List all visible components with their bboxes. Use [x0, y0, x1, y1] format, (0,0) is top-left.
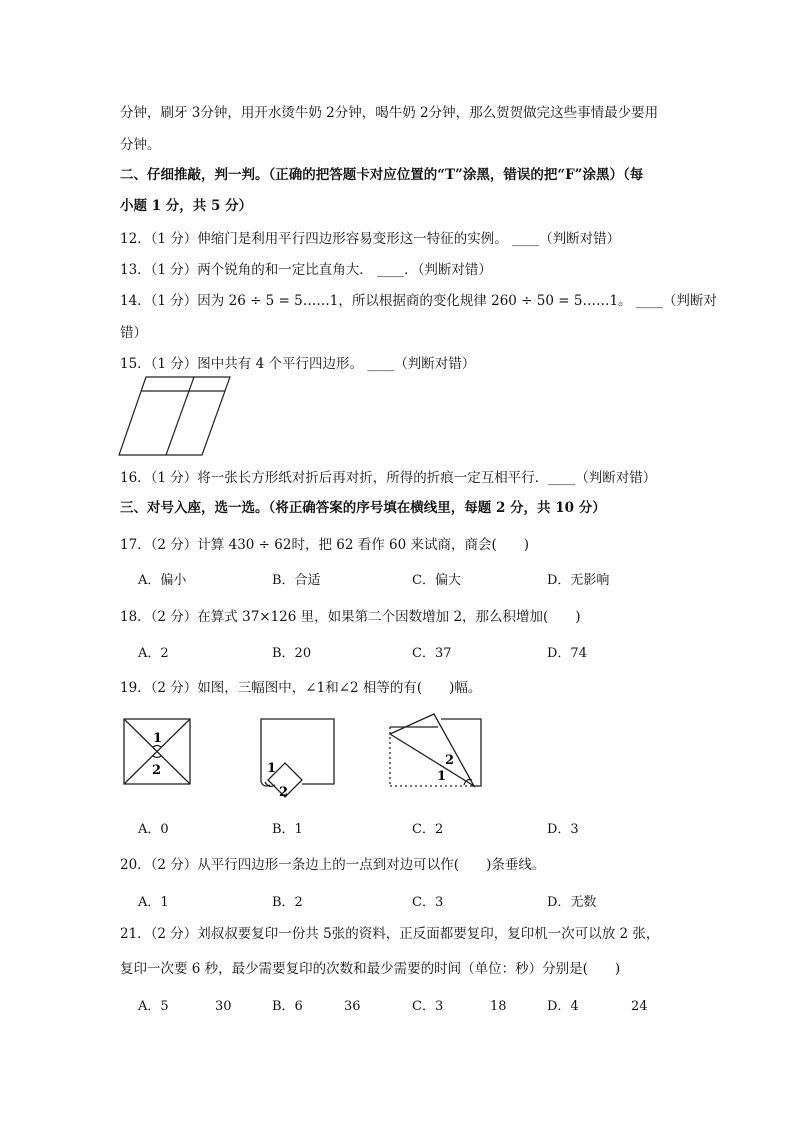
angle-figure-1: [123, 718, 193, 786]
question-21-line-2: 复印一次要 6 秒，最少需要复印的次数和最少需要的时间（单位：秒）分别是( ): [120, 961, 621, 977]
parallelogram-figure: [118, 376, 238, 458]
angle-figure-3: [386, 712, 486, 790]
question-15: 15．（1 分）图中共有 4 个平行四边形。 ____（判断对错）: [120, 356, 476, 372]
q18-option-b: B．20: [272, 646, 312, 661]
q21-option-b-value: 36: [344, 999, 361, 1014]
section3-title: 三、对号入座，选一选。（将正确答案的序号填在横线里，每题 2 分，共 10 分）: [120, 500, 606, 516]
fig3-label-2: 2: [445, 753, 455, 768]
q21-option-d-value: 24: [631, 999, 648, 1014]
q21-option-a-letter: A．5: [138, 999, 169, 1014]
question-16: 16．（1 分）将一张长方形纸对折后再对折，所得的折痕一定互相平行．____（判断对错）: [120, 470, 657, 486]
q21-option-d-letter: D．4: [547, 999, 579, 1014]
fig1-label-1: 1: [153, 731, 163, 746]
question-18-stem: 18．（2 分）在算式 37×126 里，如果第二个因数增加 2，那么积增加( ): [120, 609, 581, 625]
q17-option-d: D．无影响: [547, 573, 610, 588]
question-12: 12．（1 分）伸缩门是利用平行四边形容易变形这一特征的实例。 ____（判断对错）: [120, 231, 621, 247]
q18-option-a: A．2: [138, 646, 169, 661]
fig3-label-1: 1: [437, 769, 447, 784]
intro-line-2: 分钟。: [120, 137, 161, 153]
question-14-line-1: 14．（1 分）因为 26 ÷ 5 = 5……1，所以根据商的变化规律 260 ÷ 50 = 5……1。 ____（判断对: [120, 293, 717, 309]
angle-figure-2: [258, 718, 338, 804]
question-19-stem: 19．（2 分）如图，三幅图中，∠1和∠2 相等的有( )幅。: [120, 680, 482, 696]
question-21-line-1: 21．（2 分）刘叔叔要复印一份共 5张的资料，正反面都要复印，复印机一次可以放 2 张，: [120, 926, 660, 942]
question-13: 13．（1 分）两个锐角的和一定比直角大． ____．（判断对错）: [120, 262, 492, 278]
section2-title-line-1: 二、仔细推敲，判一判。（正确的把答题卡对应位置的“T”涂黑，错误的把“F”涂黑）（每: [120, 167, 644, 183]
q18-option-d: D．74: [547, 646, 587, 661]
q20-option-d: D．无数: [547, 895, 597, 910]
q19-option-b: B．1: [272, 822, 303, 837]
q19-option-c: C．2: [412, 822, 444, 837]
q19-option-d: D．3: [547, 822, 579, 837]
question-17-stem: 17．（2 分）计算 430 ÷ 62时，把 62 看作 60 来试商，商会( ): [120, 537, 529, 553]
q21-option-c-value: 18: [490, 999, 507, 1014]
q21-option-a-value: 30: [215, 999, 232, 1014]
fig2-label-1: 1: [267, 761, 277, 776]
section2-title-line-2: 小题 1 分，共 5 分）: [120, 198, 253, 214]
q20-option-b: B．2: [272, 895, 303, 910]
question-14-line-2: 错）: [120, 325, 147, 341]
q21-option-c-letter: C．3: [412, 999, 444, 1014]
q17-option-a: A．偏小: [138, 573, 187, 588]
fig2-label-2: 2: [279, 785, 289, 800]
q20-option-a: A．1: [138, 895, 169, 910]
q19-option-a: A．0: [138, 822, 169, 837]
q21-option-b-letter: B．6: [272, 999, 303, 1014]
question-20-stem: 20．（2 分）从平行四边形一条边上的一点到对边可以作( )条垂线。: [120, 857, 546, 873]
q18-option-c: C．37: [412, 646, 452, 661]
q17-option-b: B．合适: [272, 573, 321, 588]
q17-option-c: C．偏大: [412, 573, 461, 588]
q20-option-c: C．3: [412, 895, 444, 910]
fig1-label-2: 2: [152, 763, 162, 778]
intro-line-1: 分钟，刷牙 3分钟，用开水烫牛奶 2分钟，喝牛奶 2分钟，那么贺贺做完这些事情最少要用: [120, 105, 659, 121]
